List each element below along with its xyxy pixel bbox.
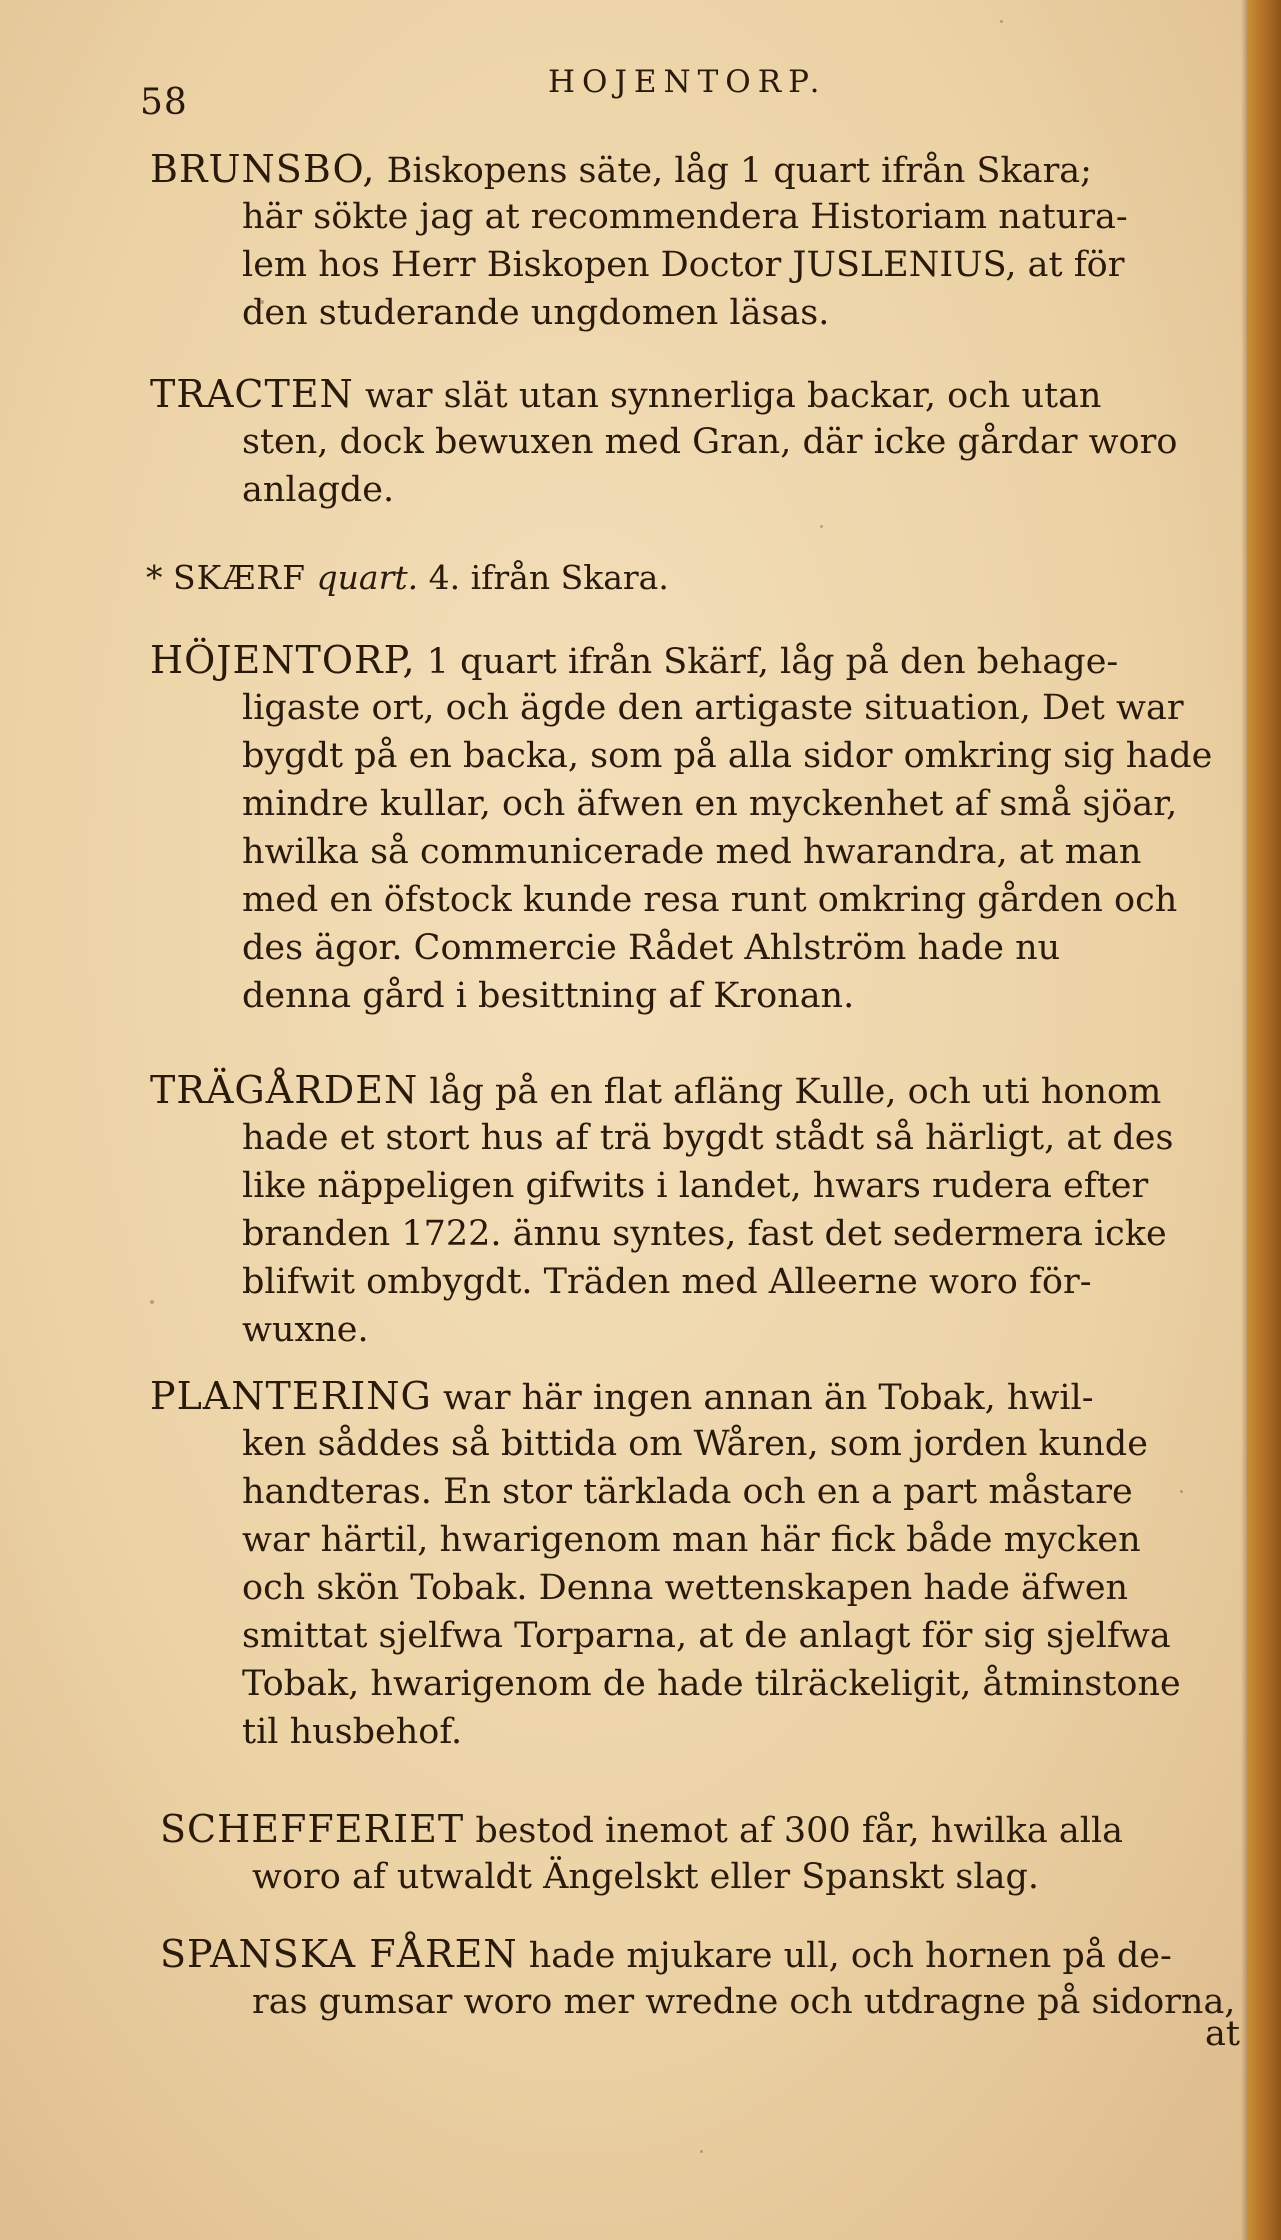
entry-line: hade et stort hus af trä bygdt stådt så härligt, at des [242, 1118, 1174, 1158]
entry-line: like näppeligen gifwits i landet, hwars rudera efter [242, 1166, 1149, 1206]
entry-line: bestod inemot af 300 får, hwilka alla [475, 1811, 1124, 1851]
entry-line: hade mjukare ull, och hornen på de- [528, 1936, 1172, 1976]
entry-line: smittat sjelfwa Torparna, at de anlagt för sig sjelfwa [242, 1616, 1171, 1656]
entry-head: SPANSKA FÅREN [160, 1932, 518, 1976]
entry-line: låg på en flat afläng Kulle, och uti honom [429, 1072, 1162, 1112]
entry-line: Tobak, hwarigenom de hade tilräckeligit, åtminstone [242, 1664, 1181, 1704]
entry-line: Biskopens säte, låg 1 quart ifrån Skara; [386, 151, 1092, 191]
footnote-marker: * [146, 558, 163, 597]
entry-line: bygdt på en backa, som på alla sidor omkring sig hade [242, 736, 1213, 776]
entry-line: mindre kullar, och äfwen en myckenhet af små sjöar, [242, 784, 1178, 824]
entry-line: war härtil, hwarigenom man här fick både mycken [242, 1520, 1141, 1560]
entry-line: och skön Tobak. Denna wettenskapen hade äfwen [242, 1568, 1129, 1608]
entry-line: wuxne. [242, 1310, 369, 1350]
entry-tracten [150, 370, 1181, 514]
footnote-distance-word: quart. [316, 558, 419, 597]
entry-line: woro af utwaldt Ängelskt eller Spanskt slag. [252, 1857, 1039, 1897]
paper-speck [1000, 20, 1003, 23]
entry-line: den studerande ungdomen läsas. [242, 293, 830, 333]
entry-line: denna gård i besittning af Kronan. [242, 976, 855, 1016]
footnote-place: SKÆRF [173, 558, 307, 597]
entry-line: war här ingen annan än Tobak, hwil- [442, 1378, 1094, 1418]
paper-speck [1180, 1490, 1183, 1493]
entry-line: anlagde. [242, 470, 395, 510]
entry-line: med en öfstock kunde resa runt omkring gården och [242, 880, 1178, 920]
paper-speck [150, 1300, 154, 1304]
entry-line: 1 quart ifrån Skärf, låg på den behage- [426, 642, 1119, 682]
entry-line: hwilka så communicerade med hwarandra, at man [242, 832, 1142, 872]
page-number: 58 [140, 82, 188, 123]
entry-plantering [150, 1372, 1181, 1756]
entry-line: blifwit ombygdt. Träden med Alleerne woro för- [242, 1262, 1092, 1302]
footnote [146, 558, 669, 597]
entry-line: ligaste ort, och ägde den artigaste situation, Det war [242, 688, 1184, 728]
entry-head: TRÄGÅRDEN [150, 1068, 419, 1112]
entry-line: branden 1722. ännu syntes, fast det sedermera icke [242, 1214, 1167, 1254]
entry-line: til husbehof. [242, 1712, 463, 1752]
entry-brunsbo [150, 145, 1181, 337]
entry-head: TRACTEN [150, 372, 354, 416]
entry-head: SCHEFFERIET [160, 1807, 465, 1851]
entry-line: des ägor. Commercie Rådet Ahlström hade nu [242, 928, 1061, 968]
paper-speck [700, 2150, 703, 2153]
paper-speck [820, 525, 823, 528]
entry-schefferiet [160, 1805, 1181, 1901]
entry-head: BRUNSBO, [150, 147, 376, 191]
entry-line: ken såddes så bittida om Wåren, som jorden kunde [242, 1424, 1148, 1464]
entry-line: war slät utan synnerliga backar, och utan [364, 376, 1102, 416]
entry-line: lem hos Herr Biskopen Doctor JUSLENIUS, at för [242, 245, 1125, 285]
footnote-rest: ifrån Skara. [470, 558, 669, 597]
footnote-distance-value: 4. [428, 558, 461, 597]
entry-tragarden [150, 1066, 1181, 1354]
entry-spanska-faren [160, 1930, 1236, 2026]
book-spine-edge [1247, 0, 1281, 2240]
catchword: at [1205, 2014, 1240, 2054]
entry-line: handteras. En stor tärklada och en a part måstare [242, 1472, 1133, 1512]
entry-line: här sökte jag at recommendera Historiam natura- [242, 197, 1128, 237]
running-head: HOJENTORP. [548, 64, 827, 100]
entry-hojentorp [150, 636, 1213, 1020]
entry-head: HÖJENTORP, [150, 638, 416, 682]
entry-head: PLANTERING [150, 1374, 432, 1418]
entry-line: ras gumsar woro mer wredne och utdragne på sidorna, [252, 1982, 1236, 2022]
entry-line: sten, dock bewuxen med Gran, där icke gårdar woro [242, 422, 1178, 462]
paper-speck [260, 300, 264, 304]
